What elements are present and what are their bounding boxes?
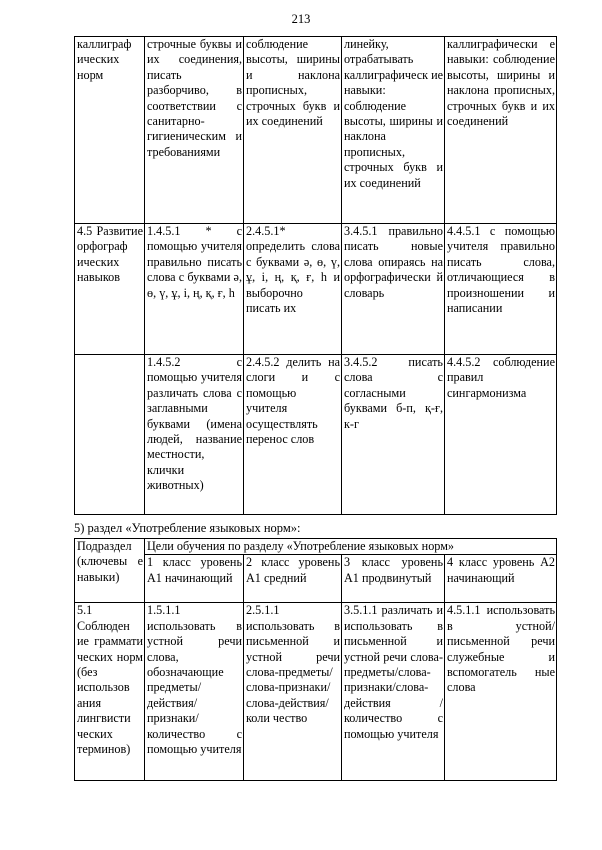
table-cell (75, 355, 145, 515)
table-cell: 4.4.5.2 соблюдение правил сингармонизма (445, 355, 557, 515)
table-cell: строчные буквы и их соединения, писать разборчиво, в соответствии с санитарно-гигиеническим и требованиями (145, 37, 244, 224)
table-cell: 3.4.5.1 правильно писать новые слова опираясь на орфографически й словарь (342, 224, 445, 355)
table-header-row (75, 539, 557, 555)
table-cell: соблюдение высоты, ширины и наклона прописных, строчных букв и их соединений (244, 37, 342, 224)
table-cell: 2.4.5.2 делить на слоги и с помощью учителя осуществлять перенос слов (244, 355, 342, 515)
table-cell: каллиграфически е навыки: соблюдение высоты, ширины и наклона прописных, строчных букв и их соединений (445, 37, 557, 224)
table-cell: 5.1 Соблюден ие граммати ческих норм (без использов ания лингвисти ческих терминов) (75, 603, 145, 781)
table-row (75, 603, 557, 781)
table-cell: 1.4.5.1 * с помощью учителя правильно писать слова с буквами ә, ө, ү, ұ, і, ң, қ, ғ, һ (145, 224, 244, 355)
section-title: 5) раздел «Употребление языковых норм»: (74, 521, 301, 535)
table-row (75, 355, 557, 515)
table-cell: 1.4.5.2 с помощью учителя различать слова с заглавными буквами (имена людей, название местности, клички животных) (145, 355, 244, 515)
table-cell: 4.4.5.1 с помощью учителя правильно писать слова, отличающиеся в произношении и написании (445, 224, 557, 355)
table-row (75, 224, 557, 355)
curriculum-table-writing (74, 36, 557, 515)
page-number: 213 (291, 12, 311, 26)
goals-header-cell: Цели обучения по разделу «Употребление языковых норм» (145, 539, 557, 555)
table-cell: 1.5.1.1 использовать в устной речи слова, обозначающие предметы/ действия/ признаки/ количество с помощью учителя (145, 603, 244, 781)
level-cell: 1 класс уровень А1 начинающий (145, 555, 244, 603)
table-row (75, 37, 557, 224)
table-cell: 2.5.1.1 использовать в письменной и устной речи слова-предметы/ слова-признаки/ слова-действия/коли чество (244, 603, 342, 781)
level-cell: 4 класс уровень А2 начинающий (445, 555, 557, 603)
table-cell: 3.5.1.1 различать и использовать в письменной и устной речи слова-предметы/слова-признаки/слова-действия /количество с помощью учителя (342, 603, 445, 781)
table-cell: 2.4.5.1* определить слова с буквами ә, ө, ү, ұ, і, ң, қ, ғ, һ и выборочно писать их (244, 224, 342, 355)
subsection-header-cell: Подраздел (ключевы е навыки) (75, 539, 145, 603)
table-cell: 3.4.5.2 писать слова с согласными буквами б-п, қ-ғ, к-г (342, 355, 445, 515)
curriculum-table-language-norms (74, 538, 557, 781)
level-cell: 3 класс уровень А1 продвинутый (342, 555, 445, 603)
table-levels-row (75, 555, 557, 603)
table-cell: каллиграф ических норм (75, 37, 145, 224)
level-cell: 2 класс уровень А1 средний (244, 555, 342, 603)
table-cell: 4.5.1.1 использовать в устной/ письменной речи служебные и вспомогатель ные слова (445, 603, 557, 781)
table-cell: линейку, отрабатывать каллиграфическ ие навыки: соблюдение высоты, ширины и наклона прописных, строчных букв и их соединений (342, 37, 445, 224)
table-cell: 4.5 Развитие орфограф ических навыков (75, 224, 145, 355)
